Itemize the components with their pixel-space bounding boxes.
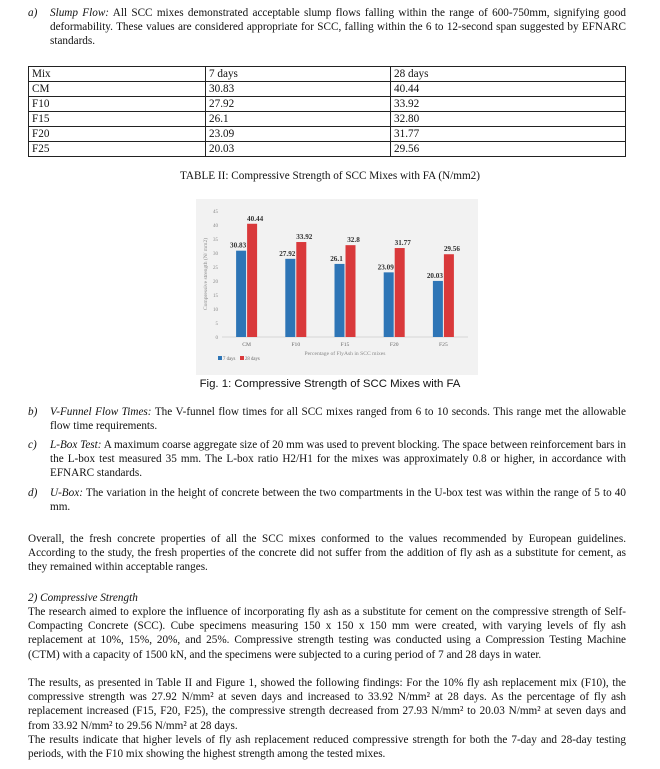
- y-tick-label: 10: [213, 308, 218, 313]
- bar-28-days: [444, 254, 454, 337]
- section-paragraph-1: The research aimed to explore the influence of incorporating fly ash as a substitute for cement on the compressive strength of Self-Compacting Concrete (SCC). Cube specimens measuring 150 x 150 x 150 mm were created, with varying levels of fly ash replacement at 10%, 15%, 20%, and 25%. Compressive strength testing was conducted using a Compression Testing Machine (CTM) with a capacity of 1500 kN, and the specimens were subjected to a curing period of 7 and 28 days in water.: [28, 606, 626, 661]
- item-body: All SCC mixes demonstrated acceptable slump flows falling within the range of 600-750mm, signifying good deformability. These values are considered appropriate for SCC, falling within the 6 to 12-second span suggested by EFNARC standards.: [50, 7, 626, 48]
- item-label: V-Funnel Flow Times:: [50, 406, 152, 418]
- section-paragraph-3: The results indicate that higher levels of fly ash replacement reduced compressive strength for both the 7-day and 28-day testing periods, with the F10 mix showing the highest strength among the tested mixes.: [28, 734, 626, 761]
- data-label: 29.56: [443, 245, 460, 254]
- bar-28-days: [395, 248, 405, 337]
- legend-label: 28 days: [245, 357, 260, 362]
- item-marker: a): [28, 7, 38, 19]
- legend-swatch-28-days: [240, 356, 244, 360]
- y-axis-label: Compressive strength (N/ mm2): [203, 237, 209, 311]
- table-row: [29, 82, 626, 97]
- item-body: The variation in the height of concrete between the two compartments in the U-box test was within the range of 5 to 40 mm.: [50, 487, 626, 514]
- x-tick-label: F10: [291, 342, 301, 348]
- bar-7-days: [433, 281, 443, 337]
- item-label: L-Box Test:: [50, 439, 102, 451]
- item-text: [50, 438, 626, 481]
- legend-label: 7 days: [223, 357, 236, 362]
- x-tick-label: F25: [439, 342, 448, 348]
- y-tick-label: 0: [215, 336, 218, 341]
- item-label: U-Box:: [50, 487, 83, 499]
- table-row: [29, 127, 626, 142]
- item-marker: b): [28, 406, 38, 418]
- y-tick-label: 45: [213, 210, 218, 215]
- item-marker: c): [28, 439, 37, 451]
- data-label: 32.8: [347, 236, 360, 245]
- item-label: Slump Flow:: [50, 7, 110, 19]
- bar-28-days: [296, 242, 306, 337]
- x-tick-label: F15: [340, 342, 350, 348]
- table-cell: 27.92: [206, 97, 391, 112]
- table-cell: F20: [29, 127, 206, 142]
- data-label: 20.03: [426, 271, 443, 280]
- bar-28-days: [346, 245, 356, 337]
- ubox-item: [28, 486, 626, 516]
- bar-chart: [196, 199, 478, 375]
- vfunnel-item: [28, 405, 626, 435]
- lbox-item: [28, 438, 626, 482]
- table-cell: F15: [29, 112, 206, 127]
- table-cell: 20.03: [206, 142, 391, 157]
- x-tick-label: CM: [242, 342, 251, 348]
- table-cell: F10: [29, 97, 206, 112]
- table-caption: TABLE II: Compressive Strength of SCC Mixes with FA (N/mm2): [179, 170, 481, 182]
- y-tick-label: 5: [215, 322, 218, 327]
- bar-7-days: [285, 259, 295, 337]
- section-paragraph-2: The results, as presented in Table II and Figure 1, showed the following findings: For the 10% fly ash replacement mix (F10), the compressive strength was 27.92 N/mm² at seven days and increased to 33.92 N/mm² at 28 days. As the percentage of fly ash replacement increased (F15, F20, F25), the compressive strength decreased from 27.93 N/mm² to 20.03 N/mm² at seven days and from 33.92 N/mm² to 29.56 N/mm² at 28 days.: [28, 677, 626, 732]
- data-label: 27.92: [279, 249, 296, 258]
- legend-swatch-7-days: [218, 356, 222, 360]
- data-label: 33.92: [296, 233, 313, 242]
- item-body: A maximum coarse aggregate size of 20 mm was used to prevent blocking. The space between reinforcement bars in the L-box test measured 35 mm. The L-box ratio H2/H1 for the mixes was approximately 0.8 or higher, in accordance with EFNARC standards.: [50, 439, 626, 480]
- table-row: [29, 97, 626, 112]
- table-header-cell: 28 days: [391, 67, 626, 82]
- table-cell: CM: [29, 82, 206, 97]
- section-heading: 2) Compressive Strength: [28, 592, 138, 604]
- item-text: [50, 6, 626, 49]
- table-cell: 31.77: [391, 127, 626, 142]
- table-cell: 32.80: [391, 112, 626, 127]
- slump-flow-item: [28, 6, 626, 50]
- y-tick-label: 40: [213, 224, 218, 229]
- table-cell: 30.83: [206, 82, 391, 97]
- y-tick-label: 20: [213, 280, 218, 285]
- chart-area: [196, 199, 478, 375]
- table-cell: 23.09: [206, 127, 391, 142]
- item-text: [50, 486, 626, 514]
- item-text: [50, 405, 626, 433]
- data-label: 30.83: [230, 241, 247, 250]
- table-header-row: [29, 67, 626, 82]
- table-cell: 26.1: [206, 112, 391, 127]
- table-cell: F25: [29, 142, 206, 157]
- data-label: 26.1: [330, 254, 343, 263]
- overall-paragraph: Overall, the fresh concrete properties of all the SCC mixes conformed to the values recommended by European guidelines. According to the study, the fresh properties of the concrete did not suffer from the addition of fly ash as a substitute for cement, as they remained within acceptable ranges.: [28, 533, 626, 574]
- table-row: [29, 112, 626, 127]
- table-cell: 40.44: [391, 82, 626, 97]
- item-body: The V-funnel flow times for all SCC mixes ranged from 6 to 10 seconds. This range met the allowable flow time requirements.: [50, 406, 626, 433]
- compressive-strength-table: [28, 66, 626, 157]
- table-header-cell: Mix: [29, 67, 206, 82]
- data-label: 40.44: [247, 214, 264, 223]
- table-cell: 29.56: [391, 142, 626, 157]
- table-header-cell: 7 days: [206, 67, 391, 82]
- data-label: 31.77: [394, 239, 411, 248]
- y-tick-label: 15: [213, 294, 218, 299]
- data-label: 23.09: [377, 263, 394, 272]
- x-axis-label: Percentage of FlyAsh in SCC mixes: [304, 351, 386, 357]
- y-tick-label: 30: [213, 252, 218, 257]
- table-row: [29, 142, 626, 157]
- item-marker: d): [28, 487, 38, 499]
- x-tick-label: F20: [389, 342, 399, 348]
- bar-7-days: [335, 264, 345, 337]
- bar-28-days: [247, 224, 257, 337]
- bar-7-days: [384, 272, 394, 337]
- y-tick-label: 25: [213, 266, 218, 271]
- table-cell: 33.92: [391, 97, 626, 112]
- bar-7-days: [236, 251, 246, 337]
- y-tick-label: 35: [213, 238, 218, 243]
- figure-caption: Fig. 1: Compressive Strength of SCC Mixes with FA: [199, 378, 461, 390]
